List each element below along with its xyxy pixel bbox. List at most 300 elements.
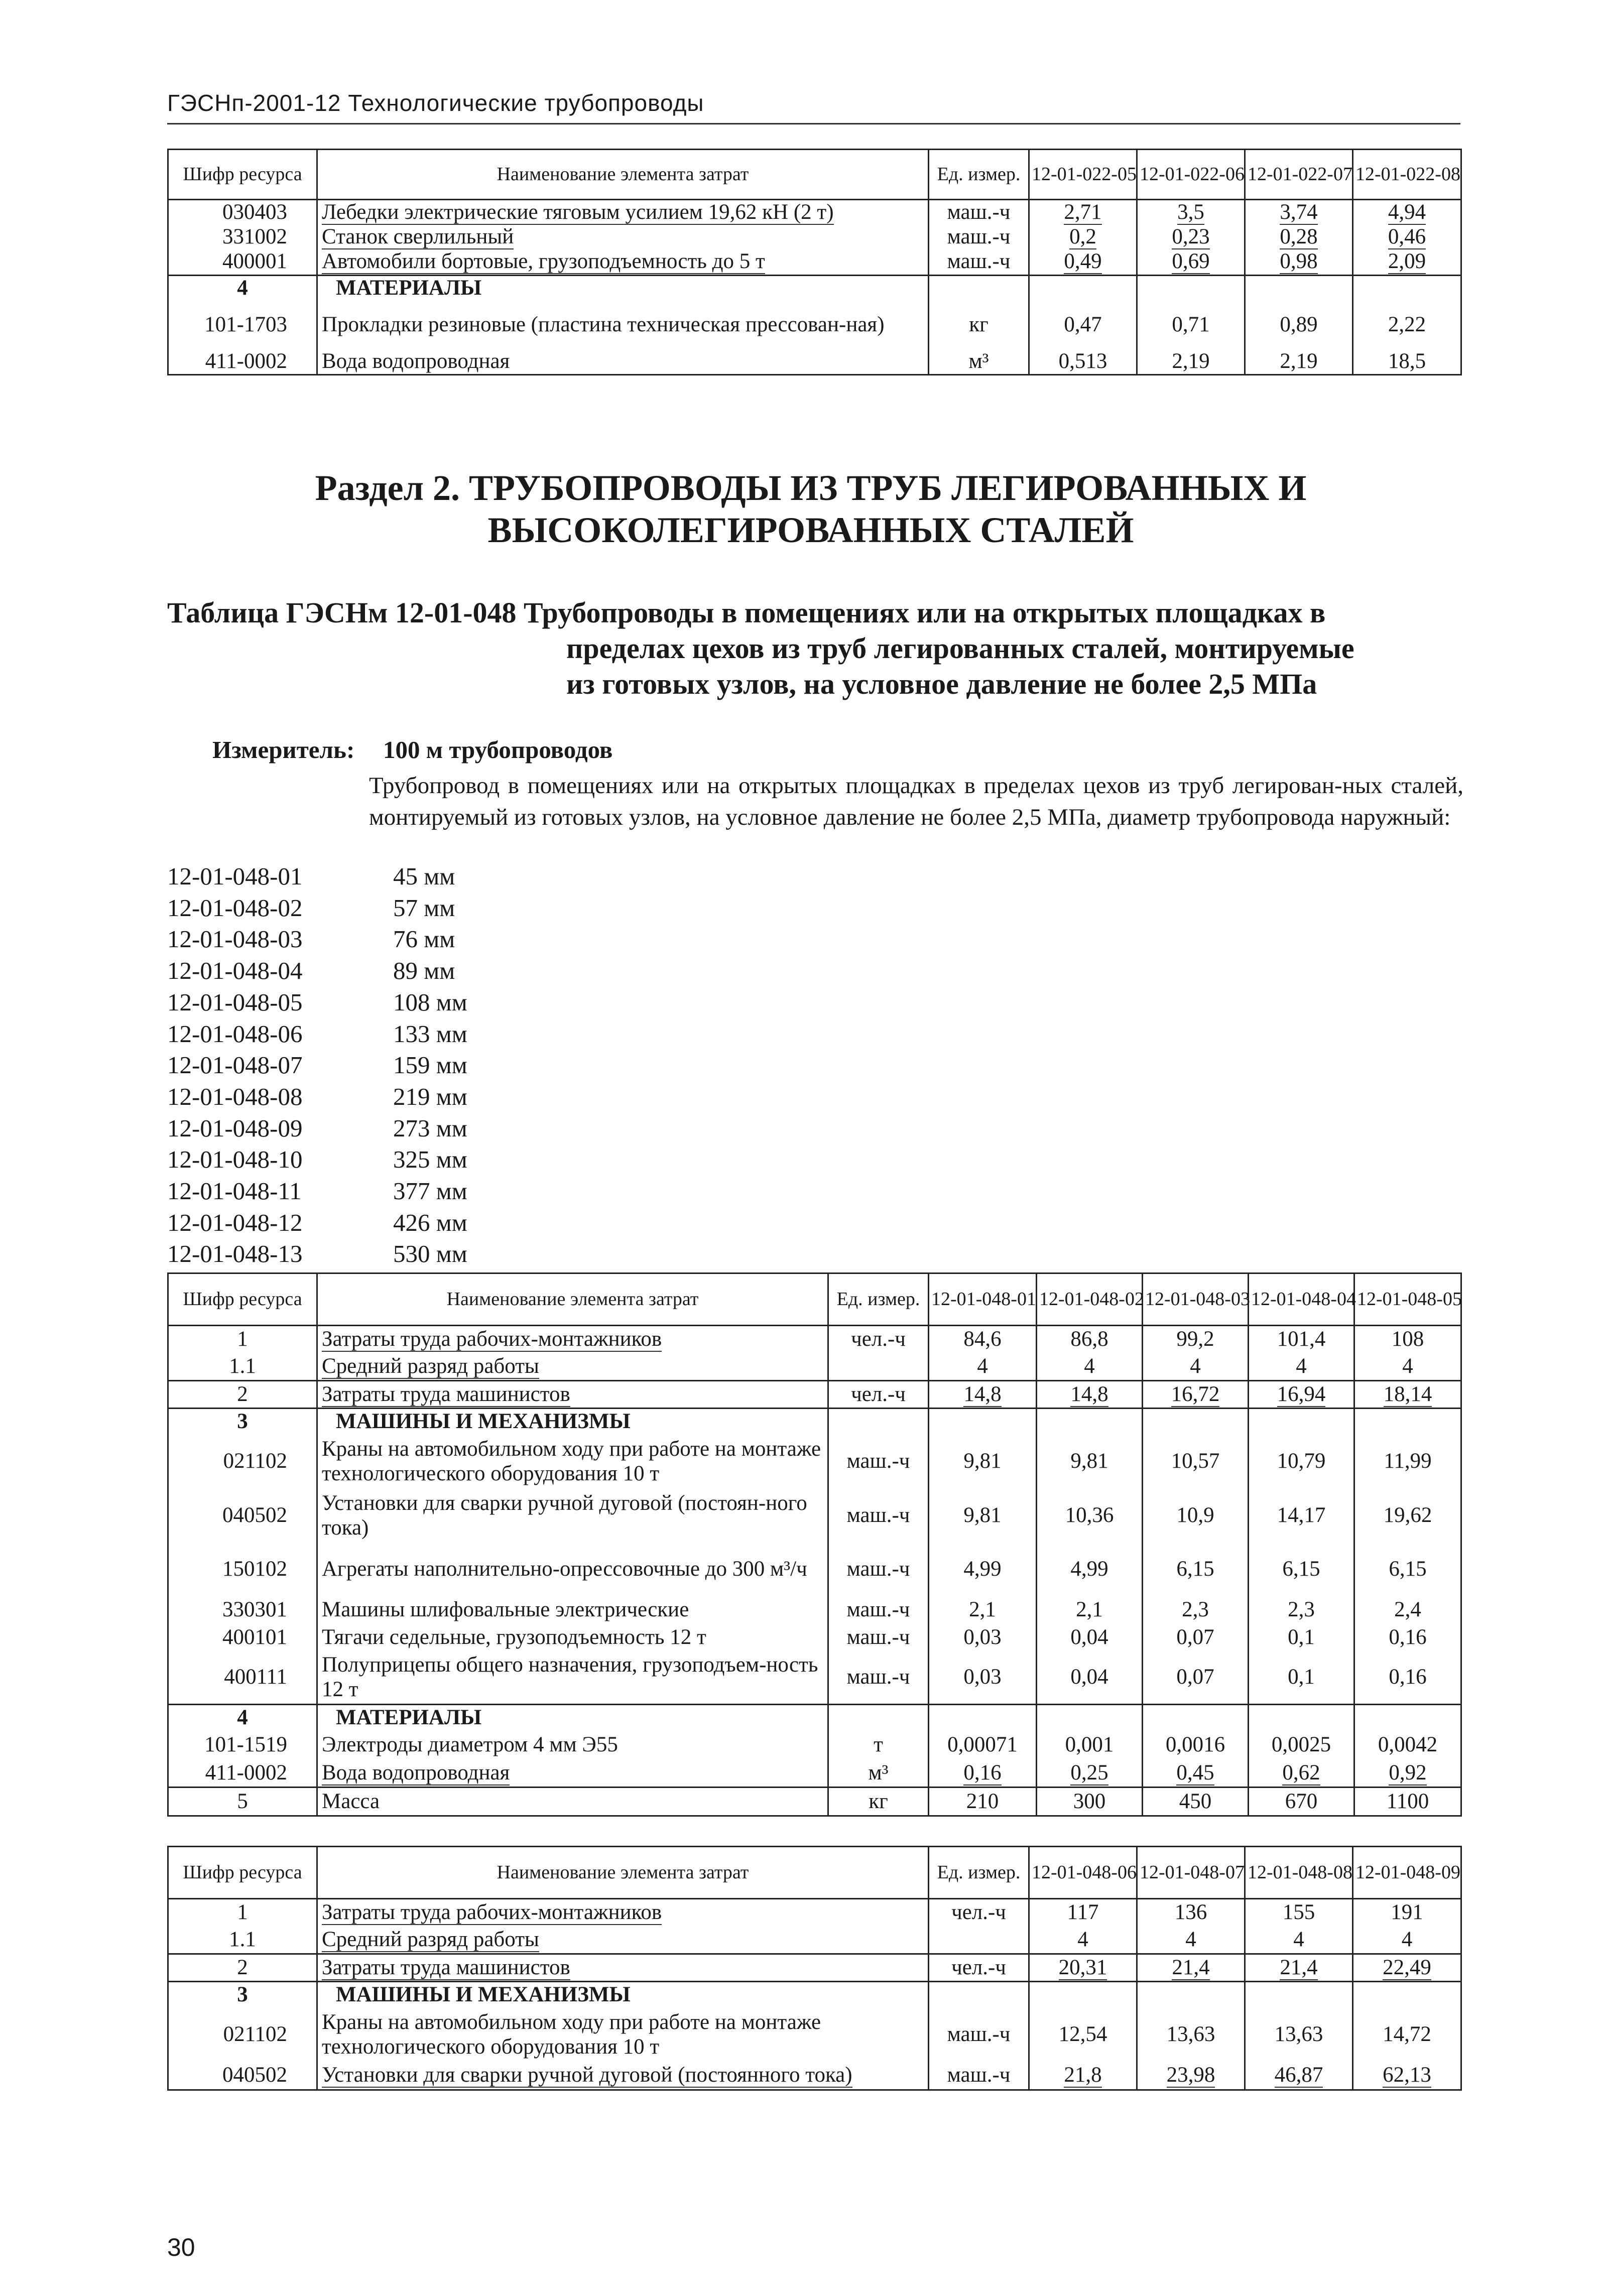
cell-value-text: 0,46 xyxy=(1388,224,1426,248)
cell-value-text: 21,4 xyxy=(1280,1955,1318,1979)
cell-value xyxy=(1245,2062,1353,2090)
cell-value: 10,36 xyxy=(1037,1489,1143,1543)
cell-value: 0,0025 xyxy=(1249,1731,1354,1760)
table-section-row xyxy=(168,1409,1461,1435)
cell-value xyxy=(1143,1705,1249,1731)
code-list-item xyxy=(167,987,467,1018)
cell-value xyxy=(1137,275,1245,300)
table-row xyxy=(168,1435,1461,1489)
resource-code: 331002 xyxy=(168,225,317,249)
code-list-item xyxy=(167,1238,467,1270)
resource-unit: маш.-ч xyxy=(828,1489,929,1543)
cell-value: 6,15 xyxy=(1143,1543,1249,1596)
table-header-row xyxy=(168,1273,1461,1326)
norm-code: 12-01-048-02 xyxy=(167,894,303,922)
cell-value: 0,16 xyxy=(1354,1651,1461,1705)
resource-name-text: Вода водопроводная xyxy=(322,1760,510,1784)
cell-value: 4 xyxy=(1029,1927,1137,1954)
header-unit: Ед. измер. xyxy=(828,1273,929,1326)
resource-code: 411-0002 xyxy=(168,349,317,374)
resource-name-text: Установки для сварки ручной дуговой (постоянного тока) xyxy=(322,2063,852,2087)
code-list-item xyxy=(167,892,467,924)
table-caption xyxy=(167,595,1472,702)
norm-code: 12-01-048-09 xyxy=(167,1114,303,1142)
resource-name-text: Средний разряд работы xyxy=(322,1927,539,1951)
cell-value: 10,57 xyxy=(1143,1435,1249,1489)
resource-code: 021102 xyxy=(168,2008,317,2062)
cell-value-text: 20,31 xyxy=(1058,1955,1107,1979)
resource-table-048-01-05 xyxy=(167,1272,1462,1817)
resource-table-048-06-09 xyxy=(167,1846,1462,2091)
resource-unit: маш.-ч xyxy=(828,1624,929,1651)
table-header-row xyxy=(168,1847,1461,1899)
pipe-diameter: 426 мм xyxy=(393,1208,467,1236)
resource-code: 1.1 xyxy=(168,1353,317,1381)
code-list-item xyxy=(167,861,467,892)
cell-value xyxy=(1245,225,1353,249)
resource-unit: чел.-ч xyxy=(929,1954,1029,1982)
cell-value: 13,63 xyxy=(1137,2008,1245,2062)
norm-code: 12-01-048-03 xyxy=(167,925,303,953)
table-row xyxy=(168,1927,1461,1954)
cell-value-text: 18,14 xyxy=(1383,1382,1432,1406)
cell-value-text: 0,23 xyxy=(1172,224,1210,248)
cell-value xyxy=(1029,249,1137,275)
header-col: 12-01-022-06 xyxy=(1137,150,1245,200)
cell-value-text: 0,49 xyxy=(1064,249,1102,274)
resource-name xyxy=(317,1954,929,1982)
resource-table-022 xyxy=(167,149,1462,375)
cell-value-text: 0,16 xyxy=(963,1760,1002,1784)
resource-unit: т xyxy=(828,1731,929,1760)
cell-value xyxy=(1245,200,1353,225)
cell-value-text: 23,98 xyxy=(1166,2063,1215,2087)
cell-value-text: 2,71 xyxy=(1064,200,1102,224)
resource-unit: чел.-ч xyxy=(828,1326,929,1353)
cell-value: 0,07 xyxy=(1143,1624,1249,1651)
cell-value: 18,5 xyxy=(1353,349,1461,374)
code-list-item xyxy=(167,1176,467,1207)
page-number: 30 xyxy=(167,2233,195,2261)
cell-value xyxy=(1137,2062,1245,2090)
cell-value xyxy=(1143,1760,1249,1788)
cell-value xyxy=(1029,200,1137,225)
resource-name xyxy=(317,1760,828,1788)
resource-unit: маш.-ч xyxy=(828,1596,929,1624)
cell-value xyxy=(1029,1954,1137,1982)
cell-value xyxy=(1245,249,1353,275)
resource-code: 400101 xyxy=(168,1624,317,1651)
resource-name-text: Средний разряд работы xyxy=(322,1354,539,1378)
pipe-diameter: 159 мм xyxy=(393,1051,467,1079)
header-unit: Ед. измер. xyxy=(929,150,1029,200)
resource-unit: м³ xyxy=(828,1760,929,1788)
resource-unit xyxy=(929,1982,1029,2008)
cell-value: 4 xyxy=(1037,1353,1143,1381)
header-col: 12-01-048-05 xyxy=(1354,1273,1461,1326)
header-rule xyxy=(167,123,1460,124)
cell-value xyxy=(1353,249,1461,275)
cell-value: 10,9 xyxy=(1143,1489,1249,1543)
pipe-diameter: 133 мм xyxy=(393,1019,467,1048)
cell-value xyxy=(1353,225,1461,249)
running-head: ГЭСНп-2001-12 Технологические трубопроводы xyxy=(167,90,704,116)
cell-value: 2,22 xyxy=(1353,300,1461,349)
cell-value xyxy=(1037,1409,1143,1435)
resource-code: 021102 xyxy=(168,1435,317,1489)
cell-value-text: 0,69 xyxy=(1172,249,1210,274)
cell-value: 2,1 xyxy=(1037,1596,1143,1624)
resource-name: Краны на автомобильном ходу при работе на монтаже технологического оборудования 10 т xyxy=(317,2008,929,2062)
header-col: 12-01-022-05 xyxy=(1029,150,1137,200)
code-list-item xyxy=(167,924,467,955)
table-row xyxy=(168,1651,1461,1705)
cell-value: 4 xyxy=(1249,1353,1354,1381)
cell-value xyxy=(1353,2062,1461,2090)
cell-value xyxy=(1029,275,1137,300)
resource-unit: маш.-ч xyxy=(828,1543,929,1596)
resource-name: Электроды диаметром 4 мм Э55 xyxy=(317,1731,828,1760)
cell-value xyxy=(1249,1381,1354,1409)
cell-value: 9,81 xyxy=(1037,1435,1143,1489)
pipe-diameter: 219 мм xyxy=(393,1082,467,1110)
cell-value xyxy=(1137,1982,1245,2008)
resource-unit xyxy=(828,1353,929,1381)
cell-value: 19,62 xyxy=(1354,1489,1461,1543)
cell-value xyxy=(1249,1409,1354,1435)
cell-value: 0,04 xyxy=(1037,1651,1143,1705)
cell-value: 0,07 xyxy=(1143,1651,1249,1705)
cell-value: 4 xyxy=(1354,1353,1461,1381)
table-row xyxy=(168,1543,1461,1596)
resource-code: 2 xyxy=(168,1381,317,1409)
resource-unit: м³ xyxy=(929,349,1029,374)
resource-code: 101-1703 xyxy=(168,300,317,349)
cell-value: 210 xyxy=(929,1788,1037,1816)
resource-unit: маш.-ч xyxy=(929,200,1029,225)
cell-value-text: 3,5 xyxy=(1177,200,1204,224)
norm-code: 12-01-048-07 xyxy=(167,1051,303,1079)
norm-code: 12-01-048-11 xyxy=(167,1177,302,1205)
cell-value xyxy=(1353,275,1461,300)
resource-code: 1.1 xyxy=(168,1927,317,1954)
norm-code: 12-01-048-05 xyxy=(167,988,303,1016)
cell-value: 1100 xyxy=(1354,1788,1461,1816)
cell-value xyxy=(1354,1705,1461,1731)
section-name: МАШИНЫ И МЕХАНИЗМЫ xyxy=(317,1982,929,2008)
section-name: МАШИНЫ И МЕХАНИЗМЫ xyxy=(317,1409,828,1435)
resource-unit: чел.-ч xyxy=(828,1381,929,1409)
resource-unit xyxy=(929,275,1029,300)
resource-name xyxy=(317,1353,828,1381)
cell-value: 4 xyxy=(1137,1927,1245,1954)
cell-value: 9,81 xyxy=(929,1489,1037,1543)
header-col: 12-01-048-06 xyxy=(1029,1847,1137,1899)
cell-value: 101,4 xyxy=(1249,1326,1354,1353)
cell-value: 4 xyxy=(1143,1353,1249,1381)
resource-name xyxy=(317,249,929,275)
cell-value-text: 0,28 xyxy=(1280,224,1318,248)
resource-unit: маш.-ч xyxy=(929,2062,1029,2090)
cell-value-text: 62,13 xyxy=(1383,2063,1431,2087)
cell-value: 13,63 xyxy=(1245,2008,1353,2062)
code-list-item xyxy=(167,955,467,987)
resource-code: 040502 xyxy=(168,1489,317,1543)
table-row xyxy=(168,1381,1461,1409)
header-col: 12-01-048-02 xyxy=(1037,1273,1143,1326)
resource-name xyxy=(317,1326,828,1353)
resource-name xyxy=(317,1381,828,1409)
cell-value-text: 3,74 xyxy=(1280,200,1318,224)
header-col: 12-01-022-07 xyxy=(1245,150,1353,200)
cell-value-text: 14,8 xyxy=(963,1382,1002,1406)
cell-value: 0,513 xyxy=(1029,349,1137,374)
resource-name: Тягачи седельные, грузоподъемность 12 т xyxy=(317,1624,828,1651)
cell-value: 0,71 xyxy=(1137,300,1245,349)
resource-name-text: Станок сверлильный xyxy=(322,224,514,248)
resource-name: Машины шлифовальные электрические xyxy=(317,1596,828,1624)
cell-value-text: 4,94 xyxy=(1388,200,1426,224)
cell-value: 6,15 xyxy=(1354,1543,1461,1596)
table-caption-line: Таблица ГЭСНм 12-01-048 Трубопроводы в помещениях или на открытых площадках в xyxy=(167,596,1326,629)
cell-value: 2,1 xyxy=(929,1596,1037,1624)
cell-value: 0,47 xyxy=(1029,300,1137,349)
cell-value xyxy=(1143,1381,1249,1409)
section-title: Раздел 2. ТРУБОПРОВОДЫ ИЗ ТРУБ ЛЕГИРОВАННЫХ И ВЫСОКОЛЕГИРОВАННЫХ СТАЛЕЙ xyxy=(315,468,1307,551)
pipe-diameter: 108 мм xyxy=(393,988,467,1016)
header-name: Наименование элемента затрат xyxy=(317,1847,929,1899)
resource-code: 400001 xyxy=(168,249,317,275)
resource-code: 2 xyxy=(168,1954,317,1982)
resource-code: 3 xyxy=(168,1982,317,2008)
resource-name xyxy=(317,1899,929,1927)
cell-value xyxy=(1029,225,1137,249)
cell-value-text: 22,49 xyxy=(1383,1955,1431,1979)
cell-value-text: 0,92 xyxy=(1389,1760,1427,1784)
table-row xyxy=(168,300,1461,349)
cell-value-text: 0,45 xyxy=(1176,1760,1214,1784)
resource-unit xyxy=(828,1409,929,1435)
pipe-diameter: 273 мм xyxy=(393,1114,467,1142)
table-row xyxy=(168,1899,1461,1927)
table-row xyxy=(168,225,1461,249)
cell-value xyxy=(929,1409,1037,1435)
cell-value xyxy=(1353,200,1461,225)
cell-value xyxy=(1037,1381,1143,1409)
cell-value xyxy=(1037,1705,1143,1731)
resource-name: Агрегаты наполнительно-опрессовочные до 300 м³/ч xyxy=(317,1543,828,1596)
table-row xyxy=(168,2008,1461,2062)
cell-value xyxy=(929,1760,1037,1788)
cell-value xyxy=(1249,1705,1354,1731)
resource-code: 150102 xyxy=(168,1543,317,1596)
cell-value xyxy=(1137,200,1245,225)
pipe-diameter: 76 мм xyxy=(393,925,455,953)
resource-name xyxy=(317,225,929,249)
table-row xyxy=(168,1624,1461,1651)
code-list-item xyxy=(167,1018,467,1050)
cell-value-text: 0,2 xyxy=(1069,224,1096,248)
resource-unit: кг xyxy=(828,1788,929,1816)
table-section-row xyxy=(168,275,1461,300)
cell-value: 14,72 xyxy=(1353,2008,1461,2062)
resource-unit: маш.-ч xyxy=(929,225,1029,249)
code-list-item xyxy=(167,1207,467,1239)
cell-value xyxy=(1029,1982,1137,2008)
resource-name-text: Затраты труда рабочих-монтажников xyxy=(322,1327,662,1351)
resource-code: 4 xyxy=(168,275,317,300)
resource-name xyxy=(317,1927,929,1954)
cell-value-text: 0,62 xyxy=(1282,1760,1320,1784)
cell-value: 2,3 xyxy=(1143,1596,1249,1624)
cell-value-text: 14,8 xyxy=(1070,1382,1108,1406)
cell-value: 4 xyxy=(1245,1927,1353,1954)
cell-value xyxy=(1137,225,1245,249)
resource-name: Прокладки резиновые (пластина техническая прессован-ная) xyxy=(317,300,929,349)
cell-value: 2,19 xyxy=(1137,349,1245,374)
cell-value xyxy=(1353,1982,1461,2008)
pipe-diameter: 325 мм xyxy=(393,1145,467,1174)
cell-value xyxy=(1137,1954,1245,1982)
resource-name: Полуприцепы общего назначения, грузоподъем-ность 12 т xyxy=(317,1651,828,1705)
section-name: МАТЕРИАЛЫ xyxy=(317,275,929,300)
code-list-item xyxy=(167,1144,467,1176)
table-row xyxy=(168,1489,1461,1543)
cell-value xyxy=(1137,249,1245,275)
cell-value: 9,81 xyxy=(929,1435,1037,1489)
cell-value xyxy=(1354,1409,1461,1435)
cell-value-text: 16,94 xyxy=(1277,1382,1326,1406)
header-col: 12-01-048-03 xyxy=(1143,1273,1249,1326)
cell-value: 86,8 xyxy=(1037,1326,1143,1353)
cell-value: 4,99 xyxy=(929,1543,1037,1596)
header-col: 12-01-048-08 xyxy=(1245,1847,1353,1899)
resource-name-text: Затраты труда машинистов xyxy=(322,1955,570,1979)
resource-code: 400111 xyxy=(168,1651,317,1705)
cell-value: 84,6 xyxy=(929,1326,1037,1353)
code-list xyxy=(167,861,467,1270)
table-row xyxy=(168,1326,1461,1353)
resource-unit: маш.-ч xyxy=(929,2008,1029,2062)
resource-code: 330301 xyxy=(168,1596,317,1624)
cell-value: 0,1 xyxy=(1249,1651,1354,1705)
header-code: Шифр ресурса xyxy=(168,1847,317,1899)
table-section-row xyxy=(168,1705,1461,1731)
header-name: Наименование элемента затрат xyxy=(317,1273,828,1326)
resource-code: 101-1519 xyxy=(168,1731,317,1760)
code-list-item xyxy=(167,1050,467,1081)
resource-name: Масса xyxy=(317,1788,828,1816)
cell-value: 0,89 xyxy=(1245,300,1353,349)
cell-value: 0,0042 xyxy=(1354,1731,1461,1760)
cell-value xyxy=(1029,2062,1137,2090)
pipe-diameter: 530 мм xyxy=(393,1240,467,1268)
resource-code: 1 xyxy=(168,1326,317,1353)
resource-unit: маш.-ч xyxy=(828,1651,929,1705)
table-caption-line: из готовых узлов, на условное давление не более 2,5 МПа xyxy=(566,667,1317,700)
resource-name-text: Автомобили бортовые, грузоподъемность до 5 т xyxy=(322,249,765,274)
cell-value: 10,79 xyxy=(1249,1435,1354,1489)
cell-value: 0,00071 xyxy=(929,1731,1037,1760)
header-name: Наименование элемента затрат xyxy=(317,150,929,200)
cell-value: 2,3 xyxy=(1249,1596,1354,1624)
cell-value xyxy=(1245,1954,1353,1982)
cell-value: 12,54 xyxy=(1029,2008,1137,2062)
meter-description: Трубопровод в помещениях или на открытых площадках в пределах цехов из труб легирован-ных сталей, монтируемый из готовых узлов, на условное давление не более 2,5 МПа, диаметр трубопровода наружный: xyxy=(369,773,1463,830)
cell-value-text: 16,72 xyxy=(1171,1382,1220,1406)
resource-code: 030403 xyxy=(168,200,317,225)
table-row xyxy=(168,249,1461,275)
resource-code: 1 xyxy=(168,1899,317,1927)
cell-value: 191 xyxy=(1353,1899,1461,1927)
cell-value xyxy=(1037,1760,1143,1788)
table-row xyxy=(168,1731,1461,1760)
header-col: 12-01-022-08 xyxy=(1353,150,1461,200)
cell-value-text: 2,09 xyxy=(1388,249,1426,274)
cell-value xyxy=(1245,275,1353,300)
resource-unit xyxy=(929,1927,1029,1954)
resource-name-text: Лебедки электрические тяговым усилием 19,62 кН (2 т) xyxy=(322,200,834,224)
cell-value: 2,19 xyxy=(1245,349,1353,374)
pipe-diameter: 89 мм xyxy=(393,957,455,985)
cell-value-text: 0,25 xyxy=(1070,1760,1108,1784)
table-row xyxy=(168,1954,1461,1982)
table-row xyxy=(168,1353,1461,1381)
resource-code: 040502 xyxy=(168,2062,317,2090)
cell-value: 0,03 xyxy=(929,1651,1037,1705)
norm-code: 12-01-048-04 xyxy=(167,957,303,985)
resource-name: Установки для сварки ручной дуговой (постоян-ного тока) xyxy=(317,1489,828,1543)
table-row xyxy=(168,1760,1461,1788)
resource-unit: чел.-ч xyxy=(929,1899,1029,1927)
resource-name xyxy=(317,200,929,225)
cell-value-text: 21,4 xyxy=(1172,1955,1210,1979)
table-row xyxy=(168,1788,1461,1816)
table-caption-line: пределах цехов из труб легированных сталей, монтируемые xyxy=(566,631,1354,665)
pipe-diameter: 57 мм xyxy=(393,894,455,922)
norm-code: 12-01-048-12 xyxy=(167,1208,303,1236)
cell-value: 300 xyxy=(1037,1788,1143,1816)
header-col: 12-01-048-07 xyxy=(1137,1847,1245,1899)
table-section-row xyxy=(168,1982,1461,2008)
table-row xyxy=(168,349,1461,374)
resource-unit xyxy=(828,1705,929,1731)
pipe-diameter: 45 мм xyxy=(393,862,455,890)
resource-name: Краны на автомобильном ходу при работе на монтаже технологического оборудования 10 т xyxy=(317,1435,828,1489)
header-col: 12-01-048-01 xyxy=(929,1273,1037,1326)
cell-value: 11,99 xyxy=(1354,1435,1461,1489)
cell-value: 0,16 xyxy=(1354,1624,1461,1651)
resource-code: 5 xyxy=(168,1788,317,1816)
cell-value xyxy=(929,1705,1037,1731)
pipe-diameter: 377 мм xyxy=(393,1177,467,1205)
cell-value: 450 xyxy=(1143,1788,1249,1816)
cell-value: 99,2 xyxy=(1143,1326,1249,1353)
cell-value xyxy=(929,1381,1037,1409)
cell-value: 6,15 xyxy=(1249,1543,1354,1596)
resource-unit: кг xyxy=(929,300,1029,349)
cell-value: 670 xyxy=(1249,1788,1354,1816)
cell-value xyxy=(1354,1381,1461,1409)
cell-value: 4,99 xyxy=(1037,1543,1143,1596)
cell-value-text: 0,98 xyxy=(1280,249,1318,274)
cell-value xyxy=(1143,1409,1249,1435)
cell-value: 0,04 xyxy=(1037,1624,1143,1651)
cell-value: 0,001 xyxy=(1037,1731,1143,1760)
cell-value: 155 xyxy=(1245,1899,1353,1927)
cell-value xyxy=(1353,1954,1461,1982)
cell-value-text: 21,8 xyxy=(1064,2063,1102,2087)
